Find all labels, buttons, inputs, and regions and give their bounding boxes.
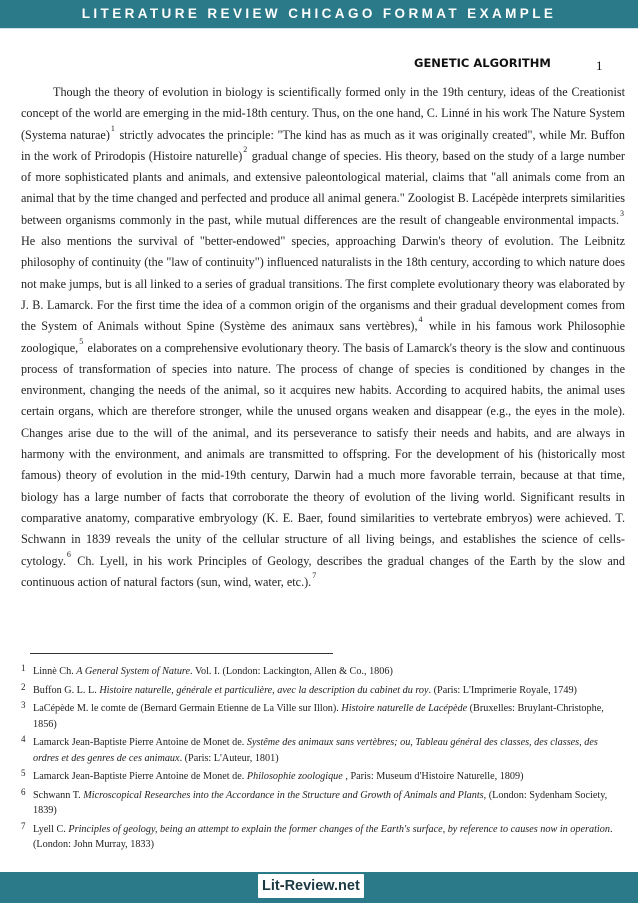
footnote-publication: . (Paris: L'Auteur, 1801) [179, 752, 279, 764]
footnote-ref[interactable]: 6 [66, 549, 71, 559]
footnote-publication: , Paris: Museum d'Histoire Naturelle, 1809) [342, 771, 524, 782]
footnote-divider [30, 653, 333, 654]
body-segment: while in his famous work Philosophie zoologique, [21, 319, 626, 355]
footnote [21, 822, 625, 853]
footnote-publication: . (Paris: L'Imprimerie Royale, 1749) [428, 684, 577, 696]
top-banner [0, 0, 638, 28]
footnote-ref[interactable]: 1 [110, 123, 115, 133]
footnote-author: LaCépède M. le comte de (Bernard Germain Etienne de La Ville sur Illon). [33, 703, 342, 714]
footnote [21, 683, 625, 699]
footnote [21, 664, 625, 680]
footnote-number: 7 [21, 820, 26, 831]
footnote-author: Lamarck Jean-Baptiste Pierre Antoine de Monet de. [33, 737, 247, 748]
running-head: GENETIC ALGORITHM [414, 56, 551, 70]
body-paragraph [21, 82, 625, 593]
body-segment: Ch. Lyell, in his work Principles of Geology, describes the gradual changes of the Earth by the slow and continuous action of natural factors (sun, wind, water, etc.). [21, 553, 625, 589]
body-segment: Though the theory of evolution in biology is scientifically formed only in the 19th century, ideas of the Creationist concept of the world are emerging in the mid-18th century. Thus, on the one hand, C. Linné in his work The Nature System (Systema naturae) [21, 85, 625, 142]
footnote-author: Lamarck Jean-Baptiste Pierre Antoine de Monet de. [33, 771, 247, 782]
footnote-number: 2 [21, 681, 26, 692]
footnote-ref[interactable]: 4 [418, 315, 423, 325]
footnote-title: Histoire naturelle de Lacépède [341, 703, 468, 714]
footnote [21, 788, 625, 819]
footnote-ref[interactable]: 2 [243, 144, 248, 154]
footnote [21, 769, 625, 785]
footnote-author: Linnè Ch. [33, 666, 77, 677]
logo-dash: - [279, 878, 285, 894]
logo-lit: Lit [262, 878, 280, 894]
footnote-title: Histoire naturelle, générale et particulière, avec la description du cabinet du roy [99, 684, 429, 696]
body-segment: strictly advocates the principle: "The kind has as much as it was originally created", while Mr. Buffon in the work of Prirodopis (Histoire naturelle) [21, 127, 625, 163]
footnote-author: Buffon G. L. L. [33, 684, 100, 696]
footnote-title: Philosophie zoologique [246, 771, 343, 782]
footnote-author: Schwann T. [33, 789, 84, 801]
footnotes [21, 664, 625, 856]
footnote-publication: . Vol. I. (London: Lackington, Allen & Co., 1806) [190, 666, 393, 677]
body-segment: He also mentions the survival of "better-endowed" species, approaching Darwin's theory of evolution. The Leibnitz philosophy of continuity (the "law of continuity") influenced naturalists in the 18th century, according to which nature does not make jumps, but is all linked to a series of gradual transitions. The first complete evolutionary theory was elaborated by J. B. Lamarck. For the first time the idea of a common origin of the organisms and their gradual development comes from the System of Animals without Spine (Système des animaux sans vertèbres), [21, 234, 625, 334]
lit-review-logo[interactable] [258, 874, 364, 898]
body-segment: elaborates on a comprehensive evolutionary theory. The basis of Lamarck's theory is the slow and continuous process of transformation of species into nature. The process of change of species is conditioned by changes in the environment, changing the needs of the animal, so it acquires new habits. According to acquired habits, the animal uses certain organs, which are therefore stronger, while the unused organs weaken and disappear (e.g., the eyes in the mole). Changes arise due to the will of the animal, and its perseverance to satisfy their needs and habits, and are always in harmony with the environment, and animals are transmitted to offspring. For the development of his (historically most famous) theory of evolution in the mid-19th century, Darwin had a much more favorable terrain, because at that time, biology has a large number of facts that corroborate the theory of evolution of the living world. Significant results in comparative anatomy, comparative embryology (K. E. Baer, found similarities to vertebrate embryos) were achieved. T. Schwann in 1839 reveals the unity of the cellular structure of all living beings, and establishes the science of cells- cytology. [21, 340, 625, 568]
footnote-number: 4 [21, 734, 26, 744]
body-text [21, 82, 625, 593]
footnote-number: 5 [21, 768, 26, 778]
header-divider [0, 28, 638, 29]
page-number: 1 [596, 58, 603, 73]
body-segment: gradual change of species. His theory, based on the study of a large number of more sophisticated plants and animals, and extensive paleontological material, claims that "all animals come from an animal that by the time changed and perfected and produce all animal genera." Zoologist B. Lacépède interprets similarities between organisms commonly in the past, while mutual differences are the result of changeable environmental impacts. [21, 148, 625, 227]
footnote-title: Systême des animaux sans vertèbres; ou, Tableau général des classes, des classes, des ordres et des genres de ces animaux [33, 737, 598, 764]
footnote-title: Microscopical Researches into the Accordance in the Structure and Growth of Animals and Plants [83, 789, 484, 801]
footnote-number: 3 [21, 700, 26, 710]
footnote-publication: (Bruxelles: Bruylant-Christophe, 1856) [33, 703, 604, 730]
footnote [21, 701, 625, 732]
footnote-publication: . (London: John Murray, 1833) [33, 823, 613, 850]
footnote [21, 735, 625, 766]
footnote-ref[interactable]: 5 [79, 336, 84, 346]
footnote-ref[interactable]: 3 [620, 208, 624, 218]
logo-review: Review.net [284, 878, 360, 894]
footnote-title: Principles of geology, being an attempt to explain the former changes of the Earth's surface, by reference to causes now in operation [68, 823, 610, 835]
footnote-number: 6 [21, 786, 26, 797]
footnote-publication: , (London: Sydenham Society, 1839) [33, 789, 608, 816]
footnote-ref[interactable]: 7 [312, 570, 317, 580]
footnote-number: 1 [21, 663, 26, 673]
document-title: LITERATURE REVIEW CHICAGO FORMAT EXAMPLE [81, 6, 557, 21]
footnote-author: Lyell C. [33, 823, 69, 835]
footnote-title: A General System of Nature [76, 666, 191, 677]
